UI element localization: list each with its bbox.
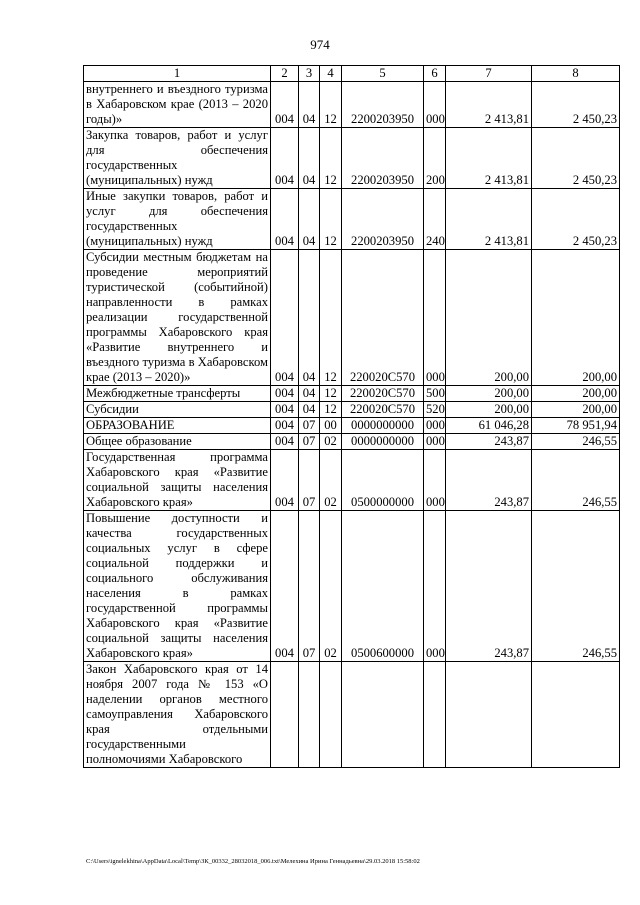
row-code-6 <box>424 662 446 768</box>
row-code-6: 200 <box>424 128 446 189</box>
row-name: Закон Хабаровского края от 14 ноября 2007 года № 153 «О наделении органов местного самоуправления Хабаровского края отдельными государственными полномочиями Хабаровского <box>84 662 271 768</box>
row-amount-7: 243,87 <box>446 450 532 511</box>
row-amount-8: 200,00 <box>532 250 620 386</box>
row-code-6: 000 <box>424 418 446 434</box>
row-name: Государственная программа Хабаровского края «Развитие социальной защиты населения Хабаровского края» <box>84 450 271 511</box>
row-code-5: 0000000000 <box>342 418 424 434</box>
budget-table <box>83 65 620 768</box>
row-code-2: 004 <box>271 250 299 386</box>
row-name: Межбюджетные трансферты <box>84 386 271 402</box>
row-amount-7: 2 413,81 <box>446 82 532 128</box>
header-col-6: 6 <box>424 66 446 82</box>
row-code-3: 04 <box>299 128 320 189</box>
table-row <box>84 402 620 418</box>
row-code-5: 0500600000 <box>342 511 424 662</box>
row-amount-8: 2 450,23 <box>532 189 620 250</box>
row-code-2: 004 <box>271 189 299 250</box>
row-name: Иные закупки товаров, работ и услуг для обеспечения государственных (муниципальных) нужд <box>84 189 271 250</box>
table-row <box>84 418 620 434</box>
row-code-5: 2200203950 <box>342 82 424 128</box>
row-code-2: 004 <box>271 434 299 450</box>
table-row <box>84 434 620 450</box>
row-amount-8: 2 450,23 <box>532 82 620 128</box>
row-code-5: 0000000000 <box>342 434 424 450</box>
row-name: внутреннего и въездного туризма в Хабаровском крае (2013 – 2020 годы)» <box>84 82 271 128</box>
row-code-5: 220020С570 <box>342 250 424 386</box>
page-number: 974 <box>310 37 330 52</box>
row-code-3: 04 <box>299 250 320 386</box>
header-col-3: 3 <box>299 66 320 82</box>
row-code-5: 2200203950 <box>342 128 424 189</box>
row-code-4: 12 <box>320 128 342 189</box>
row-code-4: 02 <box>320 434 342 450</box>
row-code-3 <box>299 662 320 768</box>
row-amount-8 <box>532 662 620 768</box>
row-code-6: 240 <box>424 189 446 250</box>
row-code-3: 07 <box>299 511 320 662</box>
row-amount-8: 78 951,94 <box>532 418 620 434</box>
row-code-4: 02 <box>320 450 342 511</box>
table-row <box>84 511 620 662</box>
row-code-4: 12 <box>320 82 342 128</box>
table-row <box>84 450 620 511</box>
row-code-2: 004 <box>271 128 299 189</box>
header-col-1: 1 <box>84 66 271 82</box>
row-code-4: 12 <box>320 402 342 418</box>
row-code-2 <box>271 662 299 768</box>
row-amount-8: 2 450,23 <box>532 128 620 189</box>
row-name: Субсидии местным бюджетам на проведение мероприятий туристической (событийной) направленности в рамках реализации государственной программы Хабаровского края «Развитие внутреннего и въездного туризма в Хабаровском крае (2013 – 2020)» <box>84 250 271 386</box>
row-code-6: 000 <box>424 434 446 450</box>
row-code-2: 004 <box>271 450 299 511</box>
table-row <box>84 662 620 768</box>
row-code-2: 004 <box>271 402 299 418</box>
header-col-4: 4 <box>320 66 342 82</box>
row-code-5: 0500000000 <box>342 450 424 511</box>
table-row <box>84 250 620 386</box>
header-col-7: 7 <box>446 66 532 82</box>
row-code-3: 07 <box>299 450 320 511</box>
table-header-row <box>84 66 620 82</box>
row-amount-7: 200,00 <box>446 386 532 402</box>
row-amount-7: 243,87 <box>446 434 532 450</box>
row-code-6: 000 <box>424 82 446 128</box>
row-code-3: 04 <box>299 386 320 402</box>
row-code-2: 004 <box>271 418 299 434</box>
row-code-4 <box>320 662 342 768</box>
table-row <box>84 189 620 250</box>
row-code-4: 02 <box>320 511 342 662</box>
row-amount-7: 200,00 <box>446 250 532 386</box>
row-amount-8: 246,55 <box>532 450 620 511</box>
row-code-4: 12 <box>320 189 342 250</box>
row-code-6: 000 <box>424 250 446 386</box>
row-amount-8: 246,55 <box>532 434 620 450</box>
row-code-6: 500 <box>424 386 446 402</box>
row-name: Закупка товаров, работ и услуг для обеспечения государственных (муниципальных) нужд <box>84 128 271 189</box>
row-name: Повышение доступности и качества государственных социальных услуг в сфере социальной поддержки и социального обслуживания населения в рамках государственной программы Хабаровского края «Развитие социальной защиты населения Хабаровского края» <box>84 511 271 662</box>
row-code-3: 07 <box>299 418 320 434</box>
table-row <box>84 128 620 189</box>
row-amount-8: 200,00 <box>532 402 620 418</box>
row-code-4: 00 <box>320 418 342 434</box>
file-path-footer: C:\Users\ignelekhina\AppData\Local\Temp\ЗК_00332_28032018_006.txt\Мелехина Ирина Геннадьевна\29.03.2018 15:58:02 <box>86 858 420 865</box>
row-code-5: 2200203950 <box>342 189 424 250</box>
header-col-2: 2 <box>271 66 299 82</box>
row-code-5: 220020С570 <box>342 402 424 418</box>
row-amount-8: 200,00 <box>532 386 620 402</box>
row-code-6: 520 <box>424 402 446 418</box>
row-amount-7: 2 413,81 <box>446 128 532 189</box>
header-col-5: 5 <box>342 66 424 82</box>
row-code-3: 04 <box>299 82 320 128</box>
row-amount-8: 246,55 <box>532 511 620 662</box>
row-code-4: 12 <box>320 386 342 402</box>
row-code-6: 000 <box>424 450 446 511</box>
row-code-5 <box>342 662 424 768</box>
row-code-5: 220020С570 <box>342 386 424 402</box>
table-row <box>84 82 620 128</box>
row-code-2: 004 <box>271 511 299 662</box>
header-col-8: 8 <box>532 66 620 82</box>
row-amount-7: 243,87 <box>446 511 532 662</box>
row-name: Общее образование <box>84 434 271 450</box>
row-amount-7 <box>446 662 532 768</box>
row-amount-7: 2 413,81 <box>446 189 532 250</box>
row-code-2: 004 <box>271 82 299 128</box>
row-code-3: 04 <box>299 189 320 250</box>
table-row <box>84 386 620 402</box>
row-name: Субсидии <box>84 402 271 418</box>
row-amount-7: 200,00 <box>446 402 532 418</box>
row-code-4: 12 <box>320 250 342 386</box>
row-code-3: 04 <box>299 402 320 418</box>
row-code-2: 004 <box>271 386 299 402</box>
row-code-3: 07 <box>299 434 320 450</box>
row-name: ОБРАЗОВАНИЕ <box>84 418 271 434</box>
row-code-6: 000 <box>424 511 446 662</box>
row-amount-7: 61 046,28 <box>446 418 532 434</box>
